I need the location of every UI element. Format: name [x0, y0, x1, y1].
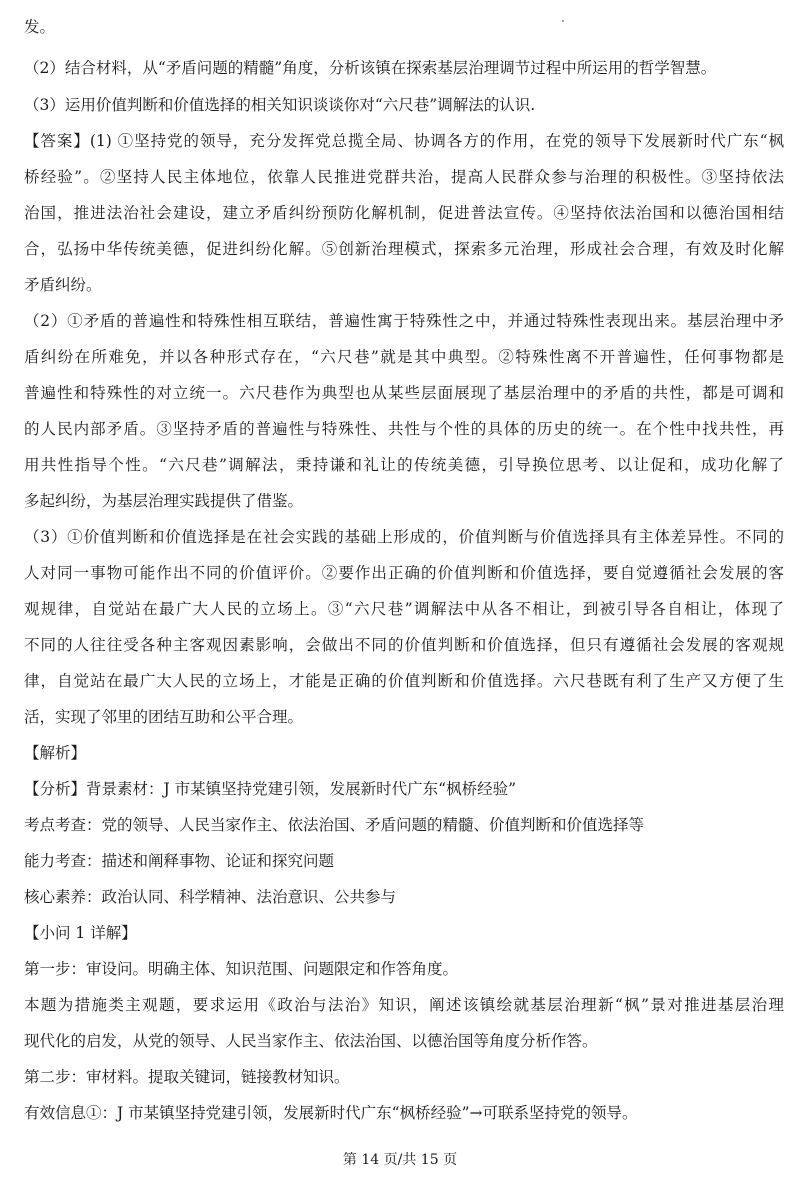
analysis-line: 考点考查：党的领导、人民当家作主、依法治国、矛盾问题的精髓、价值判断和价值选择等	[24, 816, 645, 834]
section-heading-q1: 【小问 1 详解】	[24, 924, 137, 942]
answer-2-line: 多起纠纷，为基层治理实践提供了借鉴。	[24, 492, 304, 510]
analysis-line: 本题为措施类主观题，要求运用《政治与法治》知识，阐述该镇绘就基层治理新“枫”景对推进基层治理	[24, 996, 784, 1014]
answer-3-line: （3）①价值判断和价值选择是在社会实践的基础上形成的，价值判断与价值选择具有主体差异性。不同的	[24, 528, 784, 546]
answer-3-line: 活，实现了邻里的团结互助和公平合理。	[24, 708, 304, 726]
analysis-line: 【分析】背景素材：J 市某镇坚持党建引领，发展新时代广东“枫桥经验”	[24, 780, 516, 798]
analysis-line: 现代化的启发，从党的领导、人民当家作主、依法治国、以德治国等角度分析作答。	[24, 1032, 598, 1050]
answer-2-line: 的人民内部矛盾。③坚持矛盾的普遍性与特殊性、共性与个性的具体的历史的统一。在个性中找共性，再	[24, 420, 784, 438]
analysis-line: 第二步：审材料。提取关键词，链接教材知识。	[24, 1068, 350, 1086]
answer-2-line: 普遍性和特殊性的对立统一。六尺巷作为典型也从某些层面展现了基层治理中的矛盾的共性，都是可调和	[24, 384, 784, 402]
answer-line: 矛盾纠纷。	[24, 276, 102, 294]
text-line: 发。	[24, 18, 56, 36]
answer-line: 桥经验”。②坚持人民主体地位，依靠人民推进党群共治，提高人民群众参与治理的积极性。③坚持依法	[24, 168, 784, 186]
analysis-line: 核心素养：政治认同、科学精神、法治意识、公共参与	[24, 888, 397, 906]
section-heading-analysis: 【解析】	[24, 744, 87, 762]
analysis-line: 第一步：审设问。明确主体、知识范围、问题限定和作答角度。	[24, 960, 459, 978]
answer-2-line: 用共性指导个性。“六尺巷”调解法，秉持谦和礼让的传统美德，引导换位思考、以让促和，成功化解了	[24, 456, 784, 474]
analysis-line: 能力考查：描述和阐释事物、论证和探究问题	[24, 852, 335, 870]
answer-3-line: 观规律，自觉站在最广大人民的立场上。③“六尺巷”调解法中从各不相让，到被引导各自相让，体现了	[24, 600, 784, 618]
page-number: 第 14 页/共 15 页	[342, 1152, 458, 1168]
answer-3-line: 人对同一事物可能作出不同的价值评价。②要作出正确的价值判断和价值选择，要自觉遵循社会发展的客	[24, 564, 784, 582]
question-2-line: （2）结合材料，从“矛盾问题的精髓”角度，分析该镇在探索基层治理调节过程中所运用的哲学智慧。	[24, 59, 717, 77]
answer-2-line: 盾纠纷在所难免，并以各种形式存在，“六尺巷”就是其中典型。②特殊性离不开普遍性，任何事物都是	[24, 348, 784, 366]
answer-3-line: 律，自觉站在最广大人民的立场上，才能是正确的价值判断和价值选择。六尺巷既有利了生产又方便了生	[24, 672, 784, 690]
question-3-line: （3）运用价值判断和价值选择的相关知识谈谈你对“六尺巷”调解法的认识.	[24, 96, 536, 114]
analysis-line: 有效信息①：J 市某镇坚持党建引领，发展新时代广东“枫桥经验”→可联系坚持党的领导。	[24, 1104, 638, 1122]
answer-line: 治国，推进法治社会建设，建立矛盾纠纷预防化解机制，促进普法宣传。④坚持依法治国和以德治国相结	[24, 204, 784, 222]
answer-line: 【答案】(1) ①坚持党的领导，充分发挥党总揽全局、协调各方的作用，在党的领导下发展新时代广东“枫	[24, 132, 784, 150]
answer-line: 合，弘扬中华传统美德，促进纠纷化解。⑤创新治理模式，探索多元治理，形成社会合理，有效及时化解	[24, 240, 784, 258]
answer-2-line: （2）①矛盾的普遍性和特殊性相互联结，普遍性寓于特殊性之中，并通过特殊性表现出来。基层治理中矛	[24, 312, 784, 330]
answer-3-line: 不同的人往往受各种主客观因素影响，会做出不同的价值判断和价值选择，但只有遵循社会发展的客观规	[24, 636, 784, 654]
